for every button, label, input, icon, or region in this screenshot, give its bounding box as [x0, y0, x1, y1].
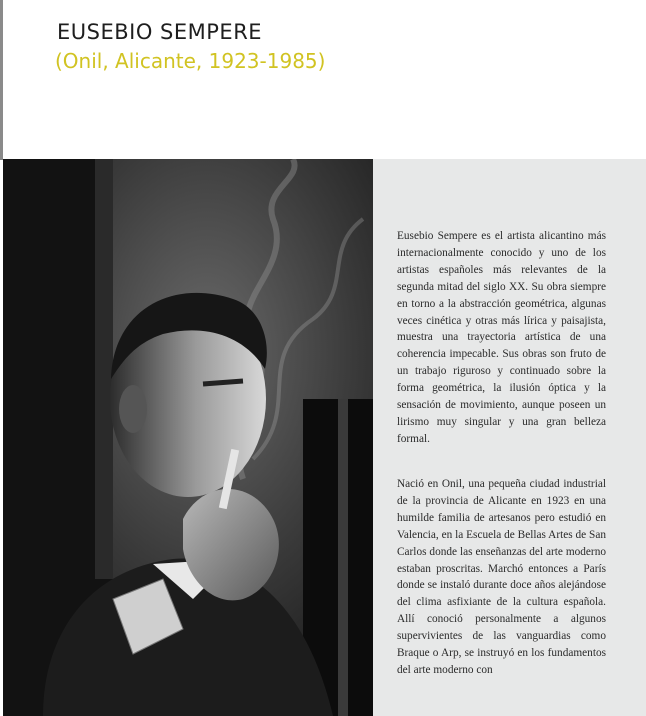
page-subtitle: (Onil, Alicante, 1923-1985) [55, 49, 326, 73]
portrait-photo-icon [3, 159, 373, 716]
bio-paragraph-2: Nació en Onil, una pequeña ciudad industrial de la provincia de Alicante en 1923 en una humilde familia de artesanos pero estudió en Valencia, en la Escuela de Bellas Artes de San Carlos donde las enseñanzas del arte moderno estaban proscritas. Marchó entonces a París donde se instaló durante doce años alejándose del clima asfixiante de la cultura española. Allí conoció personalmente a algunos supervivientes de las vanguardias como Braque o Arp, se instruyó en los fundamentos del arte moderno con [397, 478, 606, 676]
page-title: EUSEBIO SEMPERE [57, 20, 263, 44]
bio-paragraph-1: Eusebio Sempere es el artista alicantino más internacionalmente conocido y uno de los artistas españoles más relevantes de la segunda mitad del siglo XX. Su obra siempre en torno a la abstracción geométrica, algunas veces cinética y otras más lírica y paisajista, muestra una trayectoria artística de una coherencia impecable. Sus obras son fruto de un trabajo riguroso y continuado sobre la forma geométrica, la ilusión óptica y la sensación de movimiento, aunque poseen un lirismo muy singular y una gran belleza formal. [397, 230, 606, 445]
left-margin-rule [0, 0, 3, 160]
portrait-photo [3, 159, 373, 716]
